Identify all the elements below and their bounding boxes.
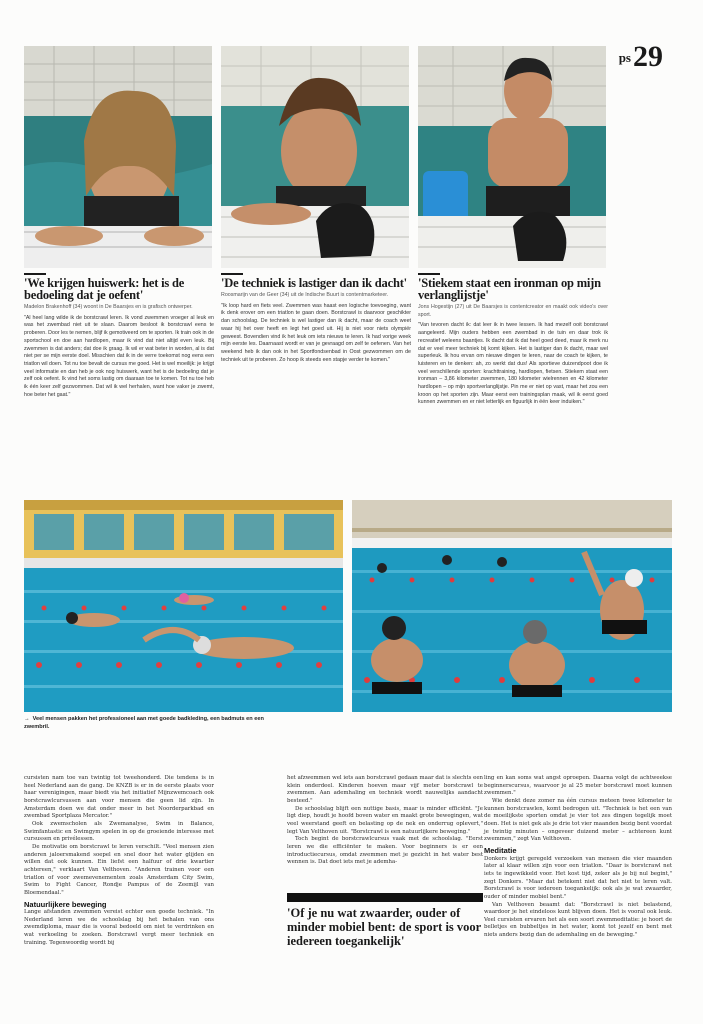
body-column-2 [287, 775, 483, 867]
body-paragraph: het afzwemmen wel iets aan borstcrawl gedaan maar dat is slechts een klein onderdeel. Kinderen hoeven maar vijf meter borstcrawl te zwemmen. Aan ademhaling en techniek wordt nauwelijks aandacht besteed." [287, 775, 483, 804]
profile-body-2: "Ik loop hard en fiets veel. Zwemmen was haast een logische toevoeging, want ik denk erover om een triatlon te gaan doen. Borstcrawl is daarvoor geschikter dan schoolslag. De techniek is wel lastiger dan ik dacht, maar de coach weet waar hij het over heeft en legt het goed uit. Hij is niet voor niets olympiër geweest. Bovendien vind ik het leuk om iets nieuws te leren. Ik had vorige week mijn eerste les. Daarnaast wordt er van je gevraagd om zelf te oefenen. Van het weekend heb ik dan ook in het Sportfondsenbad in Oost gezwommen om de techniek uit te proberen. Zo hoop ik steeds een stapje verder te komen." [221, 302, 411, 363]
profile-body-3: "Van tevoren dacht ik: dat leer ik in twee lessen. Ik had mezelf ooit borstcrawl aangeleerd. Mijn ouders hebben een zwembad in de tuin en daar trok ik recreatief weleens baantjes. Ik dacht dat ik dat heel goed deed, maar ik merk nu dat er veel meer techniek bij komt kijken. Het is lastiger dan ik dacht, maar wel superleuk. Ik hou ervan om nieuwe dingen te leren, naar de coach te kijken, te luisteren en te denken: ah, zo werkt dat dus! Als sportieve duizendpoot doe ik veel verschillende sporten: krachttraining, hardlopen, fietsen. Stiekem staat een ironman – 3,86 kilometer zwemmen, 180 kilometer wielrennen en 42 kilometer hardlopen – op mijn sportverlanglijstje. Pin me er niet op vast, maar het zou een kroon op het sporten zijn. Maar eerst een trainingsplan maak, wil ik eerst goed kunnen zwemmen en er niet letterlijk en figuurlijk in één keer induiken." [418, 322, 608, 406]
pull-quote-text: 'Of je nu wat zwaarder, ouder of minder mobiel bent: de sport is voor iedereen toegankelijk' [287, 906, 481, 948]
pull-quote [287, 893, 483, 948]
body-paragraph: De schoolslag blijft een nuttige basis, maar is minder efficiënt. "Je ligt diep, houdt je hoofd boven water en maakt grote bewegingen, wat veel weerstand geeft en belasting op de nek en onderrug oplevert," legt Van Velthoven uit. "Borstcrawl is een natuurlijkere beweging." [287, 805, 483, 835]
profile-column-1 [24, 273, 214, 399]
profile-headline-2 [221, 273, 411, 289]
portrait-photo-3 [418, 46, 606, 268]
page-number [619, 40, 663, 74]
profile-headline-text-2: 'De techniek is lastiger dan ik dacht' [221, 276, 407, 290]
portrait-photo-3-image [418, 46, 606, 268]
body-subheading-2: Meditatie [484, 845, 517, 855]
profile-headline-text-1: 'We krijgen huiswerk: het is de bedoeling dat je oefent' [24, 276, 185, 302]
pool-photo-left-image [24, 500, 343, 712]
portrait-photo-1-image [24, 46, 212, 268]
profile-headline-text-3: 'Stiekem staat een ironman op mijn verlanglijstje' [418, 276, 601, 302]
portrait-photo-2 [221, 46, 409, 268]
portrait-photo-1 [24, 46, 212, 268]
section-label: ps [618, 50, 631, 65]
body-paragraph: Lange afstanden zwemmen vereist echter een goede techniek. "In Nederland leren we de schoolslag bij het behalen van ons zwemdiploma, maar die is vooral bedoeld om niet te verdrinken en wat verkoeling te zoeken. Borstcrawl vergt meer techniek en training. Tegenwoordig wordt bij [24, 909, 214, 946]
body-column-3 [484, 775, 672, 940]
headline-rule [24, 273, 46, 275]
body-paragraph: Donkers krijgt geregeld verzoeken van mensen die vier maanden later al klaar willen zijn voor een triatlon. "Daar is borstcrawl net iets te ingewikkeld voor. Het kost tijd, zeker als je bij nul begint," zegt Donkers. "Maar dat betekent niet dat het niet te leren valt. Borstcrawl is voor iedereen toegankelijk: ook als je wat zwaarder, ouder of minder mobiel bent." [484, 855, 672, 900]
profile-body-1: "Al heel lang wilde ik de borstcrawl leren. Ik vond zwemmen vroeger al leuk en was het zwembad niet uit te slaan. Daarom besloot ik borstcrawl eens te proberen. Door les te nemen, blijf ik gemotiveerd om te sporten. Ik train ook in de sportschool en doe aan hardlopen, maar ik vind dat niet altijd even leuk. Bij zwemmen is dat anders; dat doe ik graag. Ik wil er wat beter in worden, al is dat niet per se mijn eerste doel. Misschien dat ik in de verre toekomst nog eens een triatlon wil doen. Tot nu toe bevalt de cursus me goed. Het is wel moeilijk: je krijgt veel informatie en dan heb je ook nog huiswerk, want het is de bedoeling dat je zelf ook oefent. Ik vind het soms lastig om daaraan toe te komen. Tot nu toe heb ik één keer zelf gezwommen. Dat wil ik wel herhalen, want hoe vaker je zwemt, hoe beter het gaat." [24, 314, 214, 398]
headline-rule [418, 273, 440, 275]
body-paragraph: Van Velthoven beaamt dat: "Borstcrawl is niet belastend, waardoor je het eindeloos kunt blijven doen. Het is vooral ook leuk. Veel cursisten ervaren het als een soort zwemmeditatie: je hoort de belletjes en bubbeltjes in het water, komt tot jezelf en bent met niets anders bezig dan de ademhaling en de beweging." [484, 901, 672, 939]
page-number-value: 29 [633, 40, 663, 73]
body-paragraph: Ook zwemscholen als Zwemanalyse, Swim in Balance, Swimfantastic en Swimgym spelen in op de groeiende interesse met cursussen en privélessen. [24, 820, 214, 843]
profile-intro-2: Roosmarijn van de Geer (34) uit de Indische Buurt is contentmarketeer. [221, 292, 389, 298]
body-subheading-1: Natuurlijkere beweging [24, 899, 107, 909]
profile-intro-3: Jons Hogestijn (27) uit De Baarsjes is contentcreator en maakt ook video's over sport. [418, 304, 608, 318]
pool-photo-right [352, 500, 672, 712]
photo-caption [24, 716, 264, 731]
profile-intro-1: Madelon Brakenhoff (34) woont in De Baarsjes en is grafisch ontwerper. [24, 304, 193, 310]
body-paragraph: Toch begint de borstcrawlcursus vaak met de schoolslag. "Eerst leren we die efficiënter te maken. Voor beginners is er een introductiecursus, omdat zwemmen met je gezicht in het water best wennen is. Dat doet iets met je ademha- [287, 836, 483, 866]
body-paragraph: ling en kan soms wat angst oproepen. Daarna volgt de achtweekse beginnerscursus, waarvoor je al 25 meter borstcrawl moet kunnen zwemmen." [484, 775, 672, 797]
body-paragraph: Wie denkt deze zomer na één cursus meteen twee kilometer te kunnen borstcrawlen, komt bedrogen uit. "Techniek is het een van de moeilijkste sporten omdat je vier tot zes dingen tegelijk moet doen. Het is niet gek als je drie tot vier maanden bezig bent voordat je twintig minuten – ongeveer duizend meter – achtereen kunt zwemmen," zegt Van Velthoven. [484, 797, 672, 843]
body-paragraph: De motivatie om borstcrawl te leren verschilt. "Veel mensen zien anderen jaloersmakend soepel en snel door het water glijden en willen dat ook kunnen. Ein liefst een halfuur of drie kwartier achtereen," verklaart Van Velthoven. "Anderen trainen voor een triatlon of voor zwemevenementen zoals Amsterdam City Swim, Swim to Fight Cancer, Rondje Pampus of de Zeemijl van Bloemendaal." [24, 843, 214, 896]
profile-headline-1 [24, 273, 214, 301]
portrait-photo-2-image [221, 46, 409, 268]
profile-column-2 [221, 273, 411, 364]
profile-headline-3 [418, 273, 608, 301]
caption-arrow-icon: → [24, 716, 30, 722]
pool-photo-right-image [352, 500, 672, 712]
headline-rule [221, 273, 243, 275]
body-column-1 [24, 775, 214, 947]
profile-column-3 [418, 273, 608, 407]
photo-caption-text: Veel mensen pakken het professioneel aan met goede badkleding, een badmuts en een zwembril. [24, 716, 264, 730]
pool-photo-left [24, 500, 343, 712]
body-paragraph: cursisten nam toe van twintig tot tweehonderd. Die tendens is in heel Nederland aan de gang. De KNZB is er in de eerste plaats voor haar verenigingen, maar biedt via het initiatief Mijnzwemcoach ook borstcrawlcursussen aan voor mensen die geen lid zijn. In Amsterdam doen we dat onder meer in het Noorderparkbad en zwembad Sportplaza Mercator." [24, 775, 214, 820]
